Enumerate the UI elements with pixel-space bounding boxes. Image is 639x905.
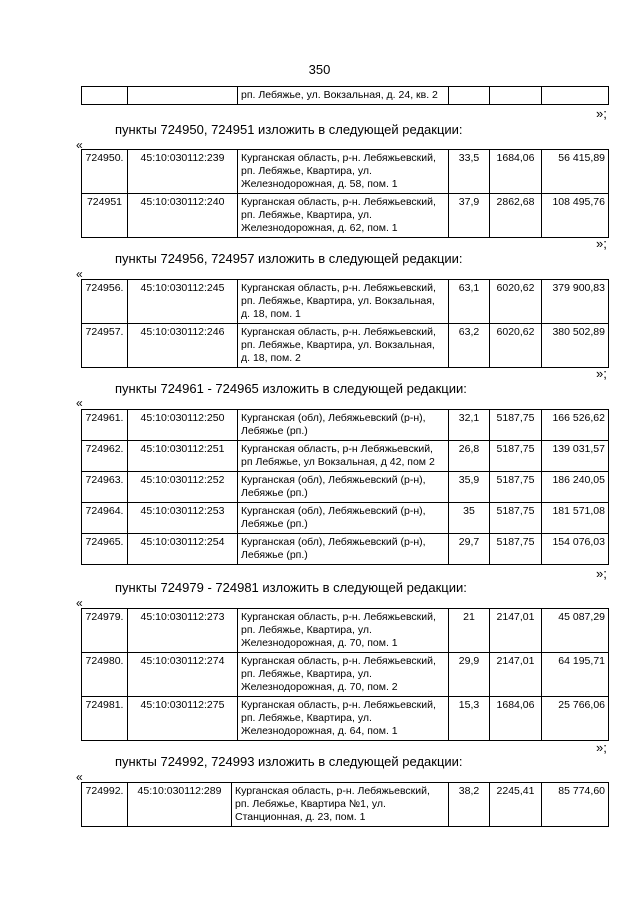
- cadastral-number: 45:10:030112:240: [128, 194, 238, 238]
- rate: 2862,68: [490, 194, 542, 238]
- rate: 5187,75: [490, 410, 542, 441]
- area: [449, 87, 490, 105]
- opening-quote: «: [76, 770, 83, 784]
- row-number: 724964.: [82, 503, 128, 534]
- rate: 5187,75: [490, 503, 542, 534]
- row-number: 724956.: [82, 280, 128, 324]
- rate: 6020,62: [490, 324, 542, 368]
- address: рп. Лебяжье, ул. Вокзальная, д. 24, кв. 2: [238, 87, 449, 105]
- rate: 5187,75: [490, 441, 542, 472]
- row-number: 724992.: [82, 783, 128, 827]
- table-row: [82, 472, 609, 503]
- area: 15,3: [449, 697, 490, 741]
- address: Курганская (обл), Лебяжьевский (р-н), Лебяжье (рп.): [238, 534, 449, 565]
- address: Курганская область, р-н Лебяжьевский, рп Лебяжье, ул Вокзальная, д 42, пом 2: [238, 441, 449, 472]
- cadastral-number: 45:10:030112:246: [128, 324, 238, 368]
- continuation-table: [81, 86, 609, 105]
- row-number: [82, 87, 128, 105]
- area: 21: [449, 609, 490, 653]
- cadastral-value: 139 031,57: [542, 441, 609, 472]
- cadastral-value: 56 415,89: [542, 150, 609, 194]
- section-heading: пункты 724979 - 724981 изложить в следующей редакции:: [115, 580, 467, 595]
- cadastral-number: 45:10:030112:275: [128, 697, 238, 741]
- cadastral-number: [128, 87, 238, 105]
- cadastral-number: 45:10:030112:289: [128, 783, 232, 827]
- cadastral-number: 45:10:030112:253: [128, 503, 238, 534]
- section-table: [81, 608, 609, 741]
- row-number: 724951: [82, 194, 128, 238]
- address: Курганская область, р-н. Лебяжьевский, рп. Лебяжье, Квартира, ул. Вокзальная, д. 18, пом. 1: [238, 280, 449, 324]
- section-table: [81, 409, 609, 565]
- opening-quote: «: [76, 138, 83, 152]
- table-row: [82, 87, 609, 105]
- section-table: [81, 782, 609, 827]
- area: 63,2: [449, 324, 490, 368]
- cadastral-value: 379 900,83: [542, 280, 609, 324]
- cadastral-value: 64 195,71: [542, 653, 609, 697]
- cadastral-value: 85 774,60: [542, 783, 609, 827]
- rate: [490, 87, 542, 105]
- cadastral-value: 45 087,29: [542, 609, 609, 653]
- cadastral-number: 45:10:030112:239: [128, 150, 238, 194]
- cadastral-number: 45:10:030112:251: [128, 441, 238, 472]
- cadastral-value: 154 076,03: [542, 534, 609, 565]
- cadastral-value: 108 495,76: [542, 194, 609, 238]
- row-number: 724963.: [82, 472, 128, 503]
- rate: 2147,01: [490, 653, 542, 697]
- area: 37,9: [449, 194, 490, 238]
- closing-quote: »;: [596, 106, 607, 121]
- rate: 1684,06: [490, 150, 542, 194]
- closing-quote: »;: [596, 566, 607, 581]
- closing-quote: »;: [596, 236, 607, 251]
- address: Курганская область, р-н. Лебяжьевский, рп. Лебяжье, Квартира, ул. Железнодорожная, д. 64, пом. 1: [238, 697, 449, 741]
- opening-quote: «: [76, 596, 83, 610]
- cadastral-value: [542, 87, 609, 105]
- address: Курганская область, р-н. Лебяжьевский, рп. Лебяжье, Квартира №1, ул. Станционная, д. 23, пом. 1: [232, 783, 449, 827]
- row-number: 724981.: [82, 697, 128, 741]
- cadastral-value: 186 240,05: [542, 472, 609, 503]
- area: 63,1: [449, 280, 490, 324]
- area: 35: [449, 503, 490, 534]
- table-row: [82, 441, 609, 472]
- row-number: 724965.: [82, 534, 128, 565]
- table-row: [82, 280, 609, 324]
- row-number: 724980.: [82, 653, 128, 697]
- cadastral-number: 45:10:030112:254: [128, 534, 238, 565]
- area: 38,2: [449, 783, 490, 827]
- address: Курганская (обл), Лебяжьевский (р-н), Лебяжье (рп.): [238, 410, 449, 441]
- address: Курганская (обл), Лебяжьевский (р-н), Лебяжье (рп.): [238, 503, 449, 534]
- table-row: [82, 609, 609, 653]
- table-row: [82, 324, 609, 368]
- table-row: [82, 697, 609, 741]
- opening-quote: «: [76, 267, 83, 281]
- address: Курганская (обл), Лебяжьевский (р-н), Лебяжье (рп.): [238, 472, 449, 503]
- table-row: [82, 194, 609, 238]
- area: 32,1: [449, 410, 490, 441]
- rate: 1684,06: [490, 697, 542, 741]
- row-number: 724950.: [82, 150, 128, 194]
- cadastral-number: 45:10:030112:273: [128, 609, 238, 653]
- area: 29,9: [449, 653, 490, 697]
- cadastral-value: 166 526,62: [542, 410, 609, 441]
- area: 29,7: [449, 534, 490, 565]
- section-table: [81, 279, 609, 368]
- table-row: [82, 534, 609, 565]
- table-row: [82, 503, 609, 534]
- area: 35,9: [449, 472, 490, 503]
- cadastral-value: 25 766,06: [542, 697, 609, 741]
- cadastral-number: 45:10:030112:252: [128, 472, 238, 503]
- cadastral-value: 181 571,08: [542, 503, 609, 534]
- row-number: 724962.: [82, 441, 128, 472]
- cadastral-number: 45:10:030112:245: [128, 280, 238, 324]
- rate: 2147,01: [490, 609, 542, 653]
- section-heading: пункты 724950, 724951 изложить в следующей редакции:: [115, 122, 463, 137]
- section-heading: пункты 724992, 724993 изложить в следующей редакции:: [115, 754, 463, 769]
- rate: 5187,75: [490, 534, 542, 565]
- table-row: [82, 653, 609, 697]
- rate: 2245,41: [490, 783, 542, 827]
- address: Курганская область, р-н. Лебяжьевский, рп. Лебяжье, Квартира, ул. Железнодорожная, д. 58, пом. 1: [238, 150, 449, 194]
- address: Курганская область, р-н. Лебяжьевский, рп. Лебяжье, Квартира, ул. Железнодорожная, д. 70, пом. 2: [238, 653, 449, 697]
- section-table: [81, 149, 609, 238]
- closing-quote: »;: [596, 740, 607, 755]
- rate: 6020,62: [490, 280, 542, 324]
- closing-quote: »;: [596, 366, 607, 381]
- cadastral-value: 380 502,89: [542, 324, 609, 368]
- address: Курганская область, р-н. Лебяжьевский, рп. Лебяжье, Квартира, ул. Вокзальная, д. 18, пом. 2: [238, 324, 449, 368]
- cadastral-number: 45:10:030112:250: [128, 410, 238, 441]
- area: 26,8: [449, 441, 490, 472]
- page-number: 350: [308, 62, 331, 77]
- cadastral-number: 45:10:030112:274: [128, 653, 238, 697]
- area: 33,5: [449, 150, 490, 194]
- address: Курганская область, р-н. Лебяжьевский, рп. Лебяжье, Квартира, ул. Железнодорожная, д. 70, пом. 1: [238, 609, 449, 653]
- table-row: [82, 783, 609, 827]
- row-number: 724961.: [82, 410, 128, 441]
- row-number: 724957.: [82, 324, 128, 368]
- row-number: 724979.: [82, 609, 128, 653]
- table-row: [82, 410, 609, 441]
- section-heading: пункты 724961 - 724965 изложить в следующей редакции:: [115, 381, 467, 396]
- table-row: [82, 150, 609, 194]
- rate: 5187,75: [490, 472, 542, 503]
- opening-quote: «: [76, 396, 83, 410]
- section-heading: пункты 724956, 724957 изложить в следующей редакции:: [115, 251, 463, 266]
- address: Курганская область, р-н. Лебяжьевский, рп. Лебяжье, Квартира, ул. Железнодорожная, д. 62, пом. 1: [238, 194, 449, 238]
